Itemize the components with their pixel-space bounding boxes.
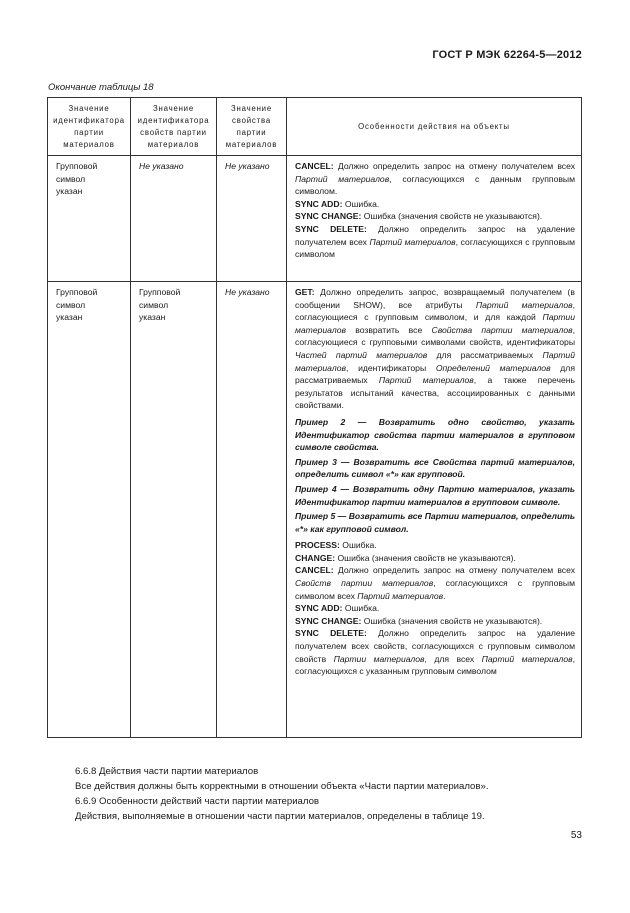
- header-batch-id: Значение идентификатора партии материалов: [48, 98, 131, 156]
- table-header-row: [48, 98, 582, 156]
- section-6-6-9-heading: 6.6.9 Особенности действий части партии материалов: [75, 796, 320, 807]
- section-6-6-8-text: Все действия должны быть корректными в отношении объекта «Части партии материалов».: [75, 781, 489, 792]
- row2-batch-id: Групповой символ указан: [48, 282, 131, 738]
- row1-description: [287, 156, 582, 282]
- row2-sync-change: SYNC CHANGE: Ошибка (значения свойств не указываются).: [295, 615, 543, 626]
- row1-property-value: Не указано: [217, 156, 287, 282]
- row2-description: [287, 282, 582, 738]
- example-2: Пример 2 — Возвратить одно свойство, указать Идентификатор свойства партии материалов в групповом символе свойства.: [295, 416, 575, 453]
- page-number: 53: [570, 830, 582, 841]
- example-4: Пример 4 — Возвратить одну Партию материалов, указать Идентификатор партии материалов в групповом символе.: [295, 483, 575, 507]
- row1-sync-change: SYNC CHANGE: Ошибка (значения свойств не указываются).: [295, 211, 543, 222]
- row2-change: CHANGE: Ошибка (значения свойств не указываются).: [295, 552, 516, 563]
- section-6-6-9-text: Действия, выполняемые в отношении части партии материалов, определены в таблице 19.: [75, 811, 485, 822]
- row2-examples: [295, 416, 575, 535]
- row2-property-value: Не указано: [217, 282, 287, 738]
- row1-sync-add: SYNC ADD: Ошибка.: [295, 198, 380, 209]
- example-3: Пример 3 — Возвратить все Свойства партий материалов, определить символ «*» как групповой.: [295, 456, 575, 480]
- document-header: ГОСТ Р МЭК 62264-5—2012: [432, 49, 582, 61]
- row2-get: GET: Должно определить запрос, возвращаемый получателем (в сообщении SHOW), все атрибуты Партий материалов, согласующиеся с групповым символом, и для каждой Партии материалов возвратить все Свойства партии материалов, согласующиеся с групповыми символами свойств, идентификаторы Частей партий материалов для рассматриваемых Партий материалов, идентификаторы Определений материалов для рассматриваемых Партий материалов, а также перечень результатов испытаний качества, ассоциированных с данными свойствами.: [295, 287, 575, 411]
- table-row: [48, 282, 582, 738]
- row1-property-id: Не указано: [131, 156, 217, 282]
- row2-cancel: CANCEL: Должно определить запрос на отмену получателем всех Свойств партии материалов, согласующихся с групповым символом всех Партий материалов.: [295, 565, 576, 601]
- row1-sync-delete: SYNC DELETE: Должно определить запрос на удаление получателем всех Партий материалов, согласующихся с групповым символом: [295, 223, 576, 260]
- row1-batch-id: Групповой символ указан: [48, 156, 131, 282]
- table-18: [47, 97, 582, 738]
- row2-sync-add: SYNC ADD: Ошибка.: [295, 603, 380, 614]
- header-property-value: Значение свойства партии материалов: [217, 98, 287, 156]
- table-caption: Окончание таблицы 18: [48, 82, 154, 93]
- header-action-features: Особенности действия на объекты: [287, 98, 582, 156]
- row2-property-id: Групповой символ указан: [131, 282, 217, 738]
- row2-process: PROCESS: Ошибка.: [295, 540, 377, 551]
- header-property-id: Значение идентификатора свойств партии материалов: [131, 98, 217, 156]
- table-row: [48, 156, 582, 282]
- row1-cancel: CANCEL: Должно определить запрос на отмену получателем всех Партий материалов, согласующихся с данным групповым символом.: [295, 161, 575, 197]
- section-6-6-8-heading: 6.6.8 Действия части партии материалов: [75, 766, 259, 777]
- example-5: Пример 5 — Возвратить все Партии материалов, определить «*» как групповой символ.: [295, 511, 575, 534]
- row2-sync-delete: SYNC DELETE: Должно определить запрос на удаление получателем всех свойств, согласующихся с групповым символом свойств Партии материалов, для всех Партий материалов, согласующихся с указанным групповым символом: [295, 628, 576, 677]
